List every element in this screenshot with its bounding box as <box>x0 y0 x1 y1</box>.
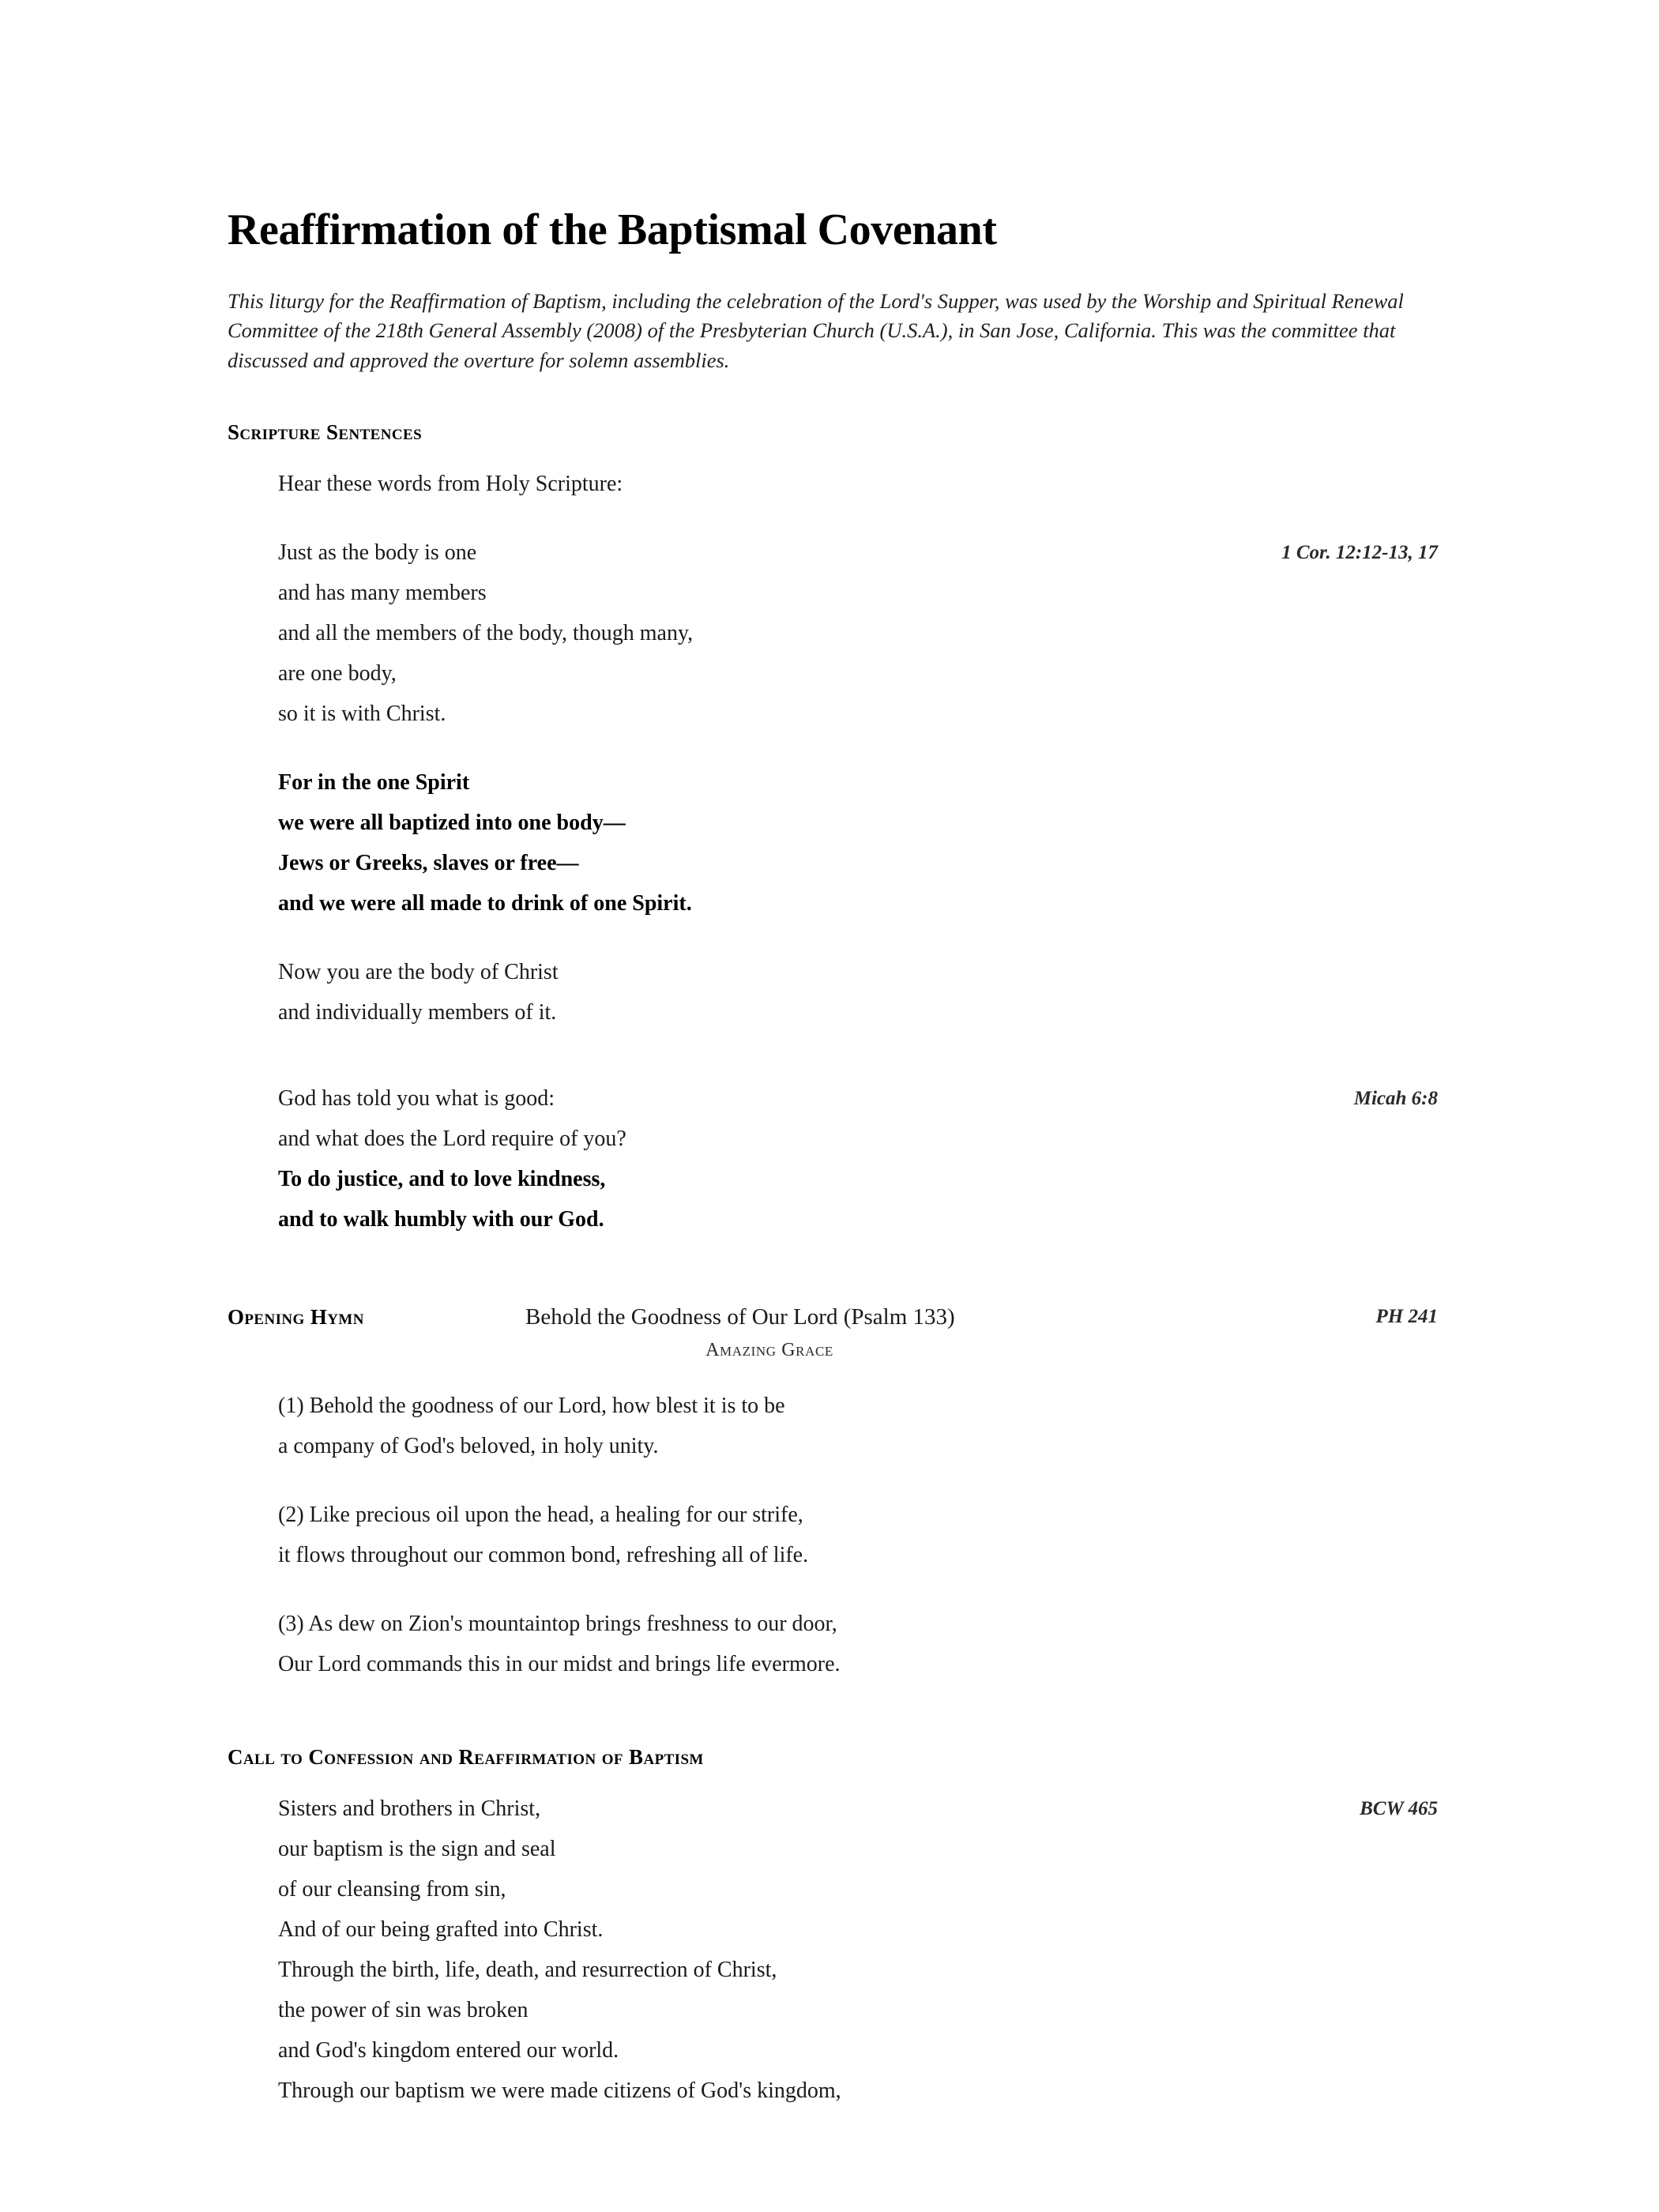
citation-hymnal-number: PH 241 <box>1375 1306 1438 1328</box>
section-spacer <box>228 1268 1438 1300</box>
scripture-reading-two <box>228 952 1438 1033</box>
liturgy-line: Through the birth, life, death, and resurrection of Christ, <box>278 1958 777 1983</box>
citation-micah: Micah 6:8 <box>1353 1088 1438 1110</box>
scripture-intro-line: Hear these words from Holy Scripture: <box>278 472 623 497</box>
response-line: Jews or Greeks, slaves or free— <box>278 851 579 876</box>
verse-line: are one body, <box>278 661 397 687</box>
liturgy-line: Sisters and brothers in Christ, <box>278 1796 541 1822</box>
hymn-line: (3) As dew on Zion's mountaintop brings freshness to our door, <box>278 1611 837 1636</box>
liturgy-line: our baptism is the sign and seal <box>278 1837 556 1862</box>
scripture-intro-block <box>228 464 1438 504</box>
liturgy-line: the power of sin was broken <box>278 1998 529 2023</box>
hymn-tune-name: Amazing Grace <box>705 1340 833 1361</box>
page-title: Reaffirmation of the Baptismal Covenant <box>228 205 997 254</box>
hymn-stanza-3 <box>228 1604 1438 1684</box>
verse-line: and individually members of it. <box>278 1000 557 1025</box>
intro-note: This liturgy for the Reaffirmation of Baptism, including the celebration of the Lord's Supper, was used by the Worship and Spiritual Renewal Committee of the 218th General Assembly (2008) of the Presbyterian Church (U.S.A.), in San Jose, California. This was the committee that discussed and approved the overture for solemn assemblies. <box>228 289 1404 372</box>
scripture-reading-one <box>228 532 1438 734</box>
verse-line: and what does the Lord require of you? <box>278 1127 626 1152</box>
liturgy-line: Through our baptism we were made citizens of God's kingdom, <box>278 2078 841 2104</box>
section-heading-scripture-sentences: Scripture Sentences <box>228 419 423 444</box>
verse-line: Now you are the body of Christ <box>278 960 559 985</box>
verse-line: and all the members of the body, though many, <box>278 621 694 646</box>
hymn-stanza-2 <box>228 1495 1438 1575</box>
opening-hymn-header <box>228 1300 1438 1334</box>
hymn-line: Our Lord commands this in our midst and brings life evermore. <box>278 1651 841 1676</box>
verse-line: and has many members <box>278 581 487 606</box>
response-line: we were all baptized into one body— <box>278 811 626 836</box>
response-line: To do justice, and to love kindness, <box>278 1167 606 1192</box>
scripture-reading-three <box>228 1078 1438 1240</box>
liturgy-line: And of our being grafted into Christ. <box>278 1917 604 1943</box>
liturgy-line: and God's kingdom entered our world. <box>278 2038 619 2063</box>
response-line: and we were all made to drink of one Spirit. <box>278 891 692 916</box>
response-line: and to walk humbly with our God. <box>278 1207 604 1232</box>
scripture-response-one <box>228 762 1438 924</box>
hymn-line: it flows throughout our common bond, refreshing all of life. <box>278 1542 809 1567</box>
citation-bcw: BCW 465 <box>1360 1798 1438 1820</box>
hymn-line: (1) Behold the goodness of our Lord, how blest it is to be <box>278 1393 785 1418</box>
verse-line: Just as the body is one <box>278 540 477 566</box>
response-line: For in the one Spirit <box>278 770 470 796</box>
verse-line: so it is with Christ. <box>278 702 446 727</box>
verse-line: God has told you what is good: <box>278 1086 555 1112</box>
hymn-stanza-1 <box>228 1386 1438 1466</box>
section-heading-call-to-confession: Call to Confession and Reaffirmation of Baptism <box>228 1744 704 1769</box>
call-to-confession-block <box>228 1789 1438 2111</box>
hymn-line: (2) Like precious oil upon the head, a healing for our strife, <box>278 1502 803 1527</box>
hymn-title: Behold the Goodness of Our Lord (Psalm 133) <box>525 1304 955 1330</box>
section-heading-opening-hymn: Opening Hymn <box>228 1305 364 1330</box>
citation-1-corinthians: 1 Cor. 12:12-13, 17 <box>1281 542 1438 564</box>
stanza-spacer <box>228 1061 1438 1078</box>
document-content <box>228 207 1438 2111</box>
hymn-line: a company of God's beloved, in holy unity. <box>278 1433 659 1458</box>
section-spacer <box>228 1713 1438 1744</box>
liturgy-line: of our cleansing from sin, <box>278 1877 506 1902</box>
